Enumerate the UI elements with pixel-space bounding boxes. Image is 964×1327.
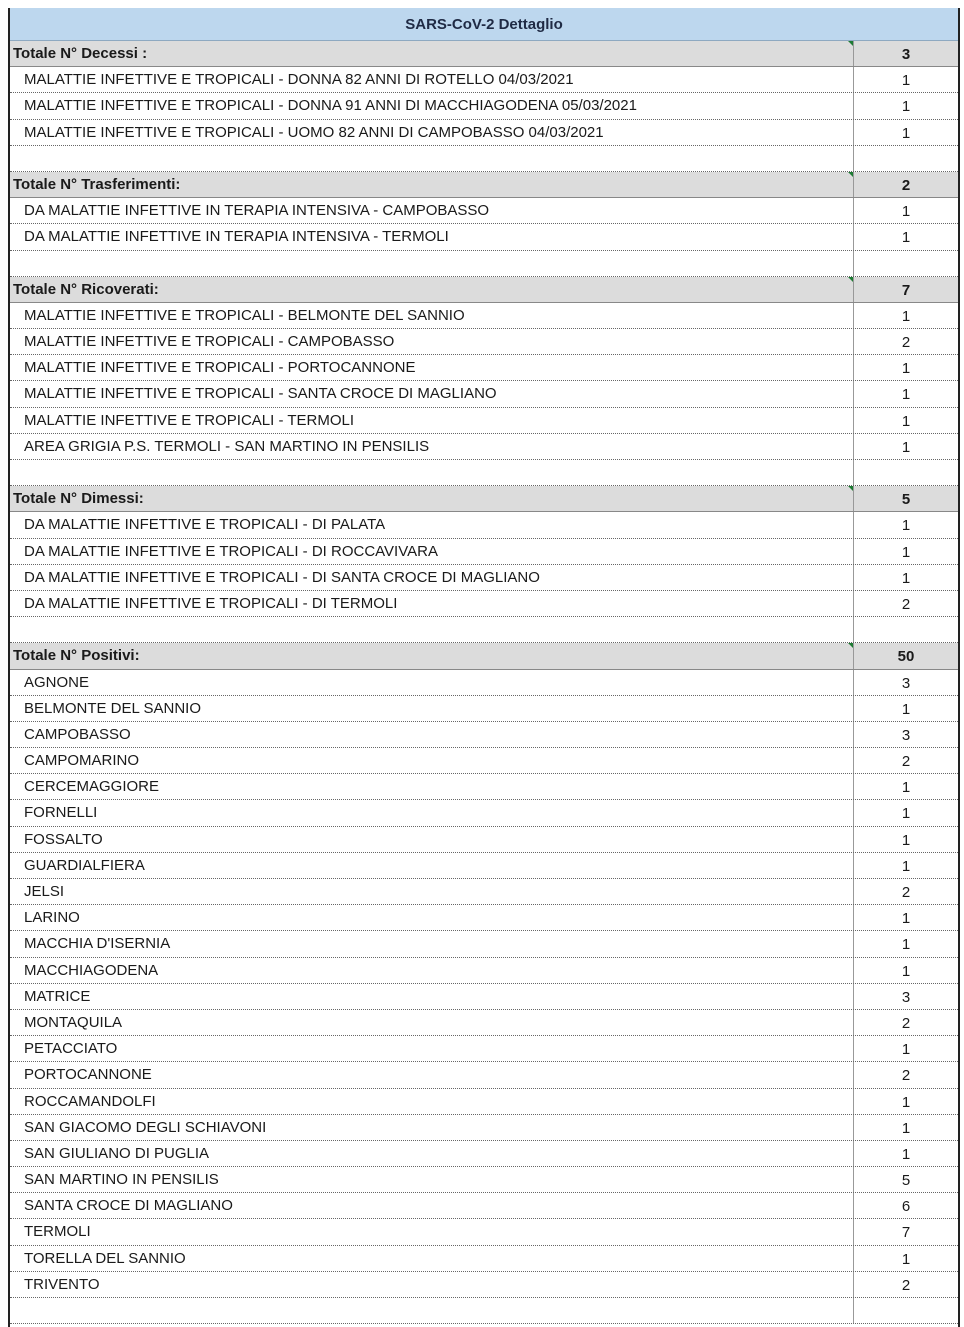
table-row <box>10 93 958 119</box>
row-label[interactable]: CAMPOBASSO <box>10 722 854 747</box>
table-row <box>10 591 958 617</box>
row-value[interactable]: 1 <box>901 857 911 875</box>
row-label[interactable]: TORELLA DEL SANNIO <box>10 1246 854 1271</box>
section-total[interactable]: 7 <box>901 281 911 299</box>
section-header-row <box>10 277 958 303</box>
row-label[interactable]: MALATTIE INFETTIVE E TROPICALI - DONNA 82 ANNI DI ROTELLO 04/03/2021 <box>10 67 854 92</box>
row-value[interactable]: 1 <box>901 517 911 535</box>
table-row <box>10 539 958 565</box>
row-label[interactable]: MATRICE <box>10 984 854 1009</box>
row-value[interactable]: 3 <box>901 674 911 692</box>
table-row <box>10 67 958 93</box>
row-label[interactable]: DA MALATTIE INFETTIVE E TROPICALI - DI PALATA <box>10 512 854 537</box>
blank-row <box>10 617 958 643</box>
row-value[interactable]: 1 <box>901 962 911 980</box>
table-row <box>10 984 958 1010</box>
row-label[interactable]: DA MALATTIE INFETTIVE E TROPICALI - DI TERMOLI <box>10 591 854 616</box>
row-value[interactable]: 1 <box>901 307 911 325</box>
section-header-row <box>10 172 958 198</box>
blank-cell[interactable] <box>10 460 854 485</box>
row-value[interactable]: 1 <box>901 124 911 142</box>
row-label[interactable]: MALATTIE INFETTIVE E TROPICALI - DONNA 91 ANNI DI MACCHIAGODENA 05/03/2021 <box>10 93 854 118</box>
row-label[interactable]: SANTA CROCE DI MAGLIANO <box>10 1193 854 1218</box>
table-row <box>10 800 958 826</box>
table-row <box>10 905 958 931</box>
table-row <box>10 408 958 434</box>
table-row <box>10 224 958 250</box>
section-total[interactable]: 5 <box>901 491 911 509</box>
row-value[interactable]: 1 <box>901 831 911 849</box>
row-value[interactable]: 1 <box>901 203 911 221</box>
blank-cell[interactable] <box>10 146 854 171</box>
row-value[interactable]: 2 <box>901 595 911 613</box>
table-row <box>10 1219 958 1245</box>
row-label[interactable]: FOSSALTO <box>10 827 854 852</box>
row-label[interactable]: DA MALATTIE INFETTIVE IN TERAPIA INTENSIVA - TERMOLI <box>10 224 854 249</box>
row-label[interactable]: JELSI <box>10 879 854 904</box>
row-value[interactable]: 1 <box>901 360 911 378</box>
row-label[interactable]: DA MALATTIE INFETTIVE E TROPICALI - DI ROCCAVIVARA <box>10 539 854 564</box>
table-row <box>10 879 958 905</box>
row-label[interactable]: MONTAQUILA <box>10 1010 854 1035</box>
row-value[interactable]: 1 <box>901 779 911 797</box>
row-value[interactable]: 1 <box>901 386 911 404</box>
row-label[interactable]: SAN MARTINO IN PENSILIS <box>10 1167 854 1192</box>
section-total[interactable]: 3 <box>901 46 911 63</box>
row-label[interactable]: DA MALATTIE INFETTIVE IN TERAPIA INTENSIVA - CAMPOBASSO <box>10 198 854 223</box>
row-label[interactable]: SAN GIACOMO DEGLI SCHIAVONI <box>10 1115 854 1140</box>
row-value[interactable]: 6 <box>901 1198 911 1216</box>
row-label[interactable]: SAN GIULIANO DI PUGLIA <box>10 1141 854 1166</box>
row-label[interactable]: MACCHIAGODENA <box>10 958 854 983</box>
table-row <box>10 853 958 879</box>
row-value[interactable]: 2 <box>901 1014 911 1032</box>
row-label[interactable]: MACCHIA D'ISERNIA <box>10 931 854 956</box>
section-header-row <box>10 486 958 512</box>
blank-row <box>10 1298 958 1324</box>
section-header-row <box>10 643 958 669</box>
row-label[interactable]: MALATTIE INFETTIVE E TROPICALI - TERMOLI <box>10 408 854 433</box>
row-label[interactable]: CERCEMAGGIORE <box>10 774 854 799</box>
row-label[interactable]: AREA GRIGIA P.S. TERMOLI - SAN MARTINO IN PENSILIS <box>10 434 854 459</box>
section-header-label[interactable]: Totale N° Dimessi: <box>10 486 854 511</box>
row-label[interactable]: GUARDIALFIERA <box>10 853 854 878</box>
spreadsheet <box>8 8 960 1327</box>
row-label[interactable]: MALATTIE INFETTIVE E TROPICALI - CAMPOBASSO <box>10 329 854 354</box>
row-value[interactable]: 1 <box>901 1145 911 1163</box>
section-header-label[interactable]: Totale N° Ricoverati: <box>10 277 854 302</box>
table-row <box>10 774 958 800</box>
table-row <box>10 1141 958 1167</box>
table-row <box>10 1062 958 1088</box>
sheet-title: SARS-CoV-2 Dettaglio <box>10 8 958 41</box>
section-total[interactable]: 50 <box>897 648 915 666</box>
row-value[interactable]: 1 <box>901 1093 911 1111</box>
row-label[interactable]: LARINO <box>10 905 854 930</box>
row-value[interactable]: 1 <box>901 1041 911 1059</box>
row-value[interactable]: 1 <box>901 412 911 430</box>
table-row <box>10 1167 958 1193</box>
row-value[interactable]: 1 <box>901 1119 911 1137</box>
row-value[interactable]: 1 <box>901 98 911 116</box>
row-label[interactable]: PETACCIATO <box>10 1036 854 1061</box>
row-value[interactable]: 2 <box>901 1067 911 1085</box>
table-row <box>10 1036 958 1062</box>
table-row <box>10 1246 958 1272</box>
row-value[interactable]: 1 <box>901 72 911 90</box>
table-row <box>10 696 958 722</box>
row-value[interactable]: 2 <box>901 753 911 771</box>
table-row <box>10 670 958 696</box>
blank-cell[interactable] <box>854 460 958 485</box>
row-label[interactable]: TRIVENTO <box>10 1272 854 1297</box>
row-value[interactable]: 7 <box>901 1224 911 1242</box>
table-row <box>10 827 958 853</box>
row-value[interactable]: 1 <box>901 700 911 718</box>
blank-cell[interactable] <box>10 251 854 276</box>
table-row <box>10 748 958 774</box>
row-label[interactable]: MALATTIE INFETTIVE E TROPICALI - BELMONTE DEL SANNIO <box>10 303 854 328</box>
table-row <box>10 1010 958 1036</box>
table-row <box>10 512 958 538</box>
table-row <box>10 722 958 748</box>
row-value[interactable]: 1 <box>901 936 911 954</box>
table-row <box>10 1193 958 1219</box>
row-value[interactable]: 2 <box>901 884 911 901</box>
row-label[interactable]: CAMPOMARINO <box>10 748 854 773</box>
section-header-label[interactable]: Totale N° Decessi : <box>10 41 854 66</box>
row-value[interactable]: 1 <box>901 910 911 928</box>
row-label[interactable]: TERMOLI <box>10 1219 854 1244</box>
table-row <box>10 381 958 407</box>
blank-row <box>10 460 958 486</box>
table-row <box>10 958 958 984</box>
blank-cell[interactable] <box>10 1298 854 1323</box>
row-label[interactable]: PORTOCANNONE <box>10 1062 854 1087</box>
table-body <box>10 41 958 1324</box>
table-row <box>10 1089 958 1115</box>
row-value[interactable]: 1 <box>901 543 911 561</box>
row-value[interactable]: 1 <box>901 805 911 823</box>
table-row <box>10 434 958 460</box>
blank-cell[interactable] <box>854 617 958 642</box>
row-value[interactable]: 5 <box>901 1172 911 1190</box>
row-label[interactable]: FORNELLI <box>10 800 854 825</box>
row-value[interactable]: 2 <box>901 334 911 352</box>
table-row <box>10 1272 958 1298</box>
blank-row <box>10 251 958 277</box>
row-label[interactable]: ROCCAMANDOLFI <box>10 1089 854 1114</box>
section-header-label[interactable]: Totale N° Trasferimenti: <box>10 172 854 197</box>
row-value[interactable]: 1 <box>901 229 911 247</box>
table-row <box>10 355 958 381</box>
row-value[interactable]: 1 <box>901 1250 911 1268</box>
row-value[interactable]: 3 <box>901 988 911 1006</box>
table-row <box>10 565 958 591</box>
blank-cell[interactable] <box>854 1298 958 1323</box>
table-row <box>10 329 958 355</box>
section-total[interactable]: 2 <box>901 176 911 194</box>
table-row <box>10 120 958 146</box>
table-row <box>10 303 958 329</box>
row-label[interactable]: MALATTIE INFETTIVE E TROPICALI - UOMO 82 ANNI DI CAMPOBASSO 04/03/2021 <box>10 120 854 145</box>
table-row <box>10 198 958 224</box>
row-value[interactable]: 1 <box>901 569 911 587</box>
row-label[interactable]: BELMONTE DEL SANNIO <box>10 696 854 721</box>
table-row <box>10 1115 958 1141</box>
blank-cell[interactable] <box>854 251 958 276</box>
section-header-label[interactable]: Totale N° Positivi: <box>10 643 854 668</box>
row-label[interactable]: DA MALATTIE INFETTIVE E TROPICALI - DI SANTA CROCE DI MAGLIANO <box>10 565 854 590</box>
blank-cell[interactable] <box>10 617 854 642</box>
row-label[interactable]: MALATTIE INFETTIVE E TROPICALI - SANTA CROCE DI MAGLIANO <box>10 381 854 406</box>
row-value[interactable]: 3 <box>901 726 911 744</box>
row-value[interactable]: 2 <box>901 1276 911 1294</box>
blank-cell[interactable] <box>854 146 958 171</box>
row-label[interactable]: MALATTIE INFETTIVE E TROPICALI - PORTOCANNONE <box>10 355 854 380</box>
blank-row <box>10 146 958 172</box>
row-value[interactable]: 1 <box>901 438 911 456</box>
row-label[interactable]: AGNONE <box>10 670 854 695</box>
section-header-row <box>10 41 958 67</box>
table-row <box>10 931 958 957</box>
